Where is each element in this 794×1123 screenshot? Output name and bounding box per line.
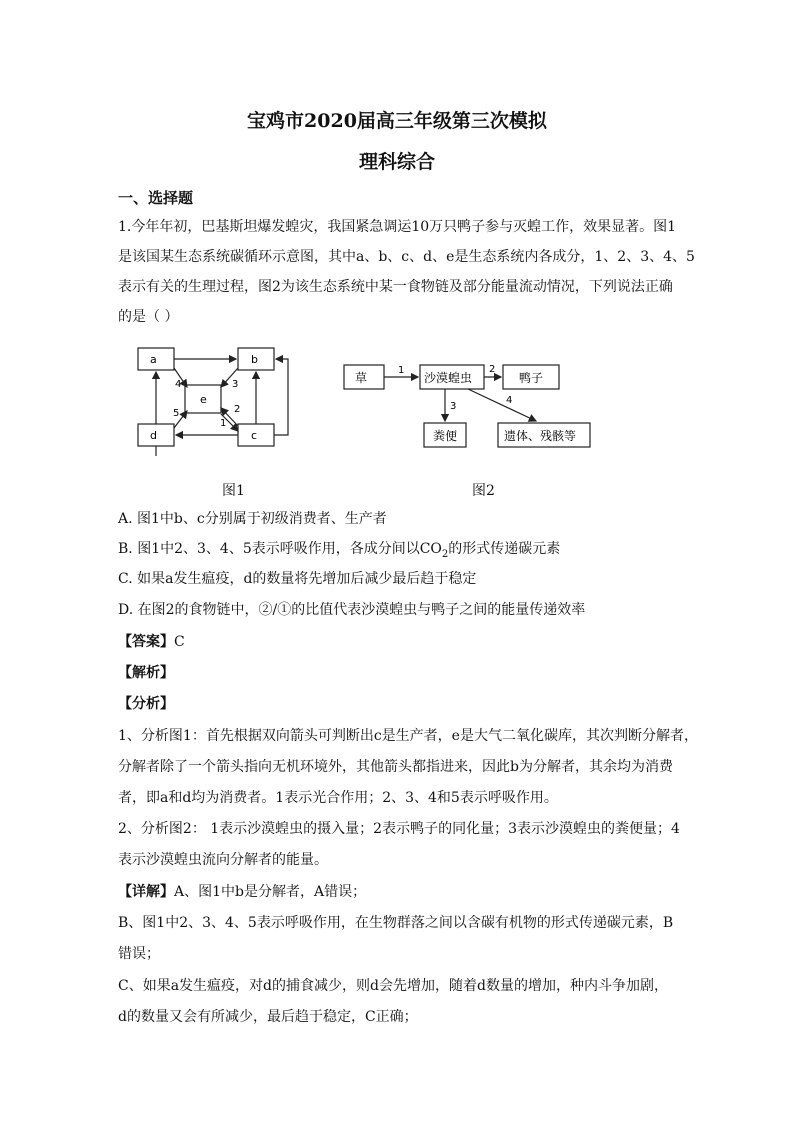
flow-3-label: 3 (450, 401, 457, 412)
analysis-label: 【解析】 (118, 665, 174, 681)
node-b-label: b (251, 353, 258, 366)
page-title: 宝鸡市2020届高三年级第三次模拟 (247, 110, 547, 132)
node-e-label: e (200, 393, 207, 406)
figure-1-diagram (130, 338, 300, 463)
detail-c-line: C、如果a发生瘟疫，对d的捕食减少，则d会先增加，随着d数量的增加，种内斗争加剧， (118, 978, 668, 994)
option-c: C. 如果a发生瘟疫，d的数量将先增加后减少最后趋于稳定 (118, 571, 477, 587)
flow-2-label: 2 (489, 364, 496, 375)
option-b-subscript: 2 (441, 548, 449, 560)
detail-c-line: d的数量又会有所减少，最后趋于稳定，C正确； (118, 1009, 418, 1025)
process-5-label: 5 (173, 408, 180, 419)
option-b-text: B. 图1中2、3、4、5表示呼吸作用，各成分间以CO (118, 541, 442, 557)
answer-line (118, 632, 185, 652)
analysis-line: 分解者除了一个箭头指向无机环境外，其他箭头都指进来，因此b为分解者，其余均为消费 (118, 759, 673, 775)
analysis-line: 者，即a和d均为消费者。1表示光合作用；2、3、4和5表示呼吸作用。 (118, 790, 558, 806)
node-locust-label: 沙漠蝗虫 (424, 371, 473, 385)
flow-4-label: 4 (506, 395, 513, 406)
node-feces-label: 粪便 (433, 429, 458, 443)
detail-b-line: B、图1中2、3、4、5表示呼吸作用，在生物群落之间以含碳有机物的形式传递碳元素，B (118, 915, 674, 931)
process-4-label: 4 (175, 379, 182, 390)
detail-a (118, 882, 366, 902)
flow-1-label: 1 (398, 365, 405, 376)
detail-b-line: 错误； (118, 946, 160, 962)
page-subtitle: 理科综合 (358, 151, 435, 173)
node-a-label: a (150, 353, 157, 366)
node-remains-label: 遗体、残骸等 (504, 429, 577, 443)
option-d: D. 在图2的食物链中，②/①的比值代表沙漠蝗虫与鸭子之间的能量传递效率 (118, 602, 586, 618)
analysis-line: 2、分析图2： 1表示沙漠蝗虫的摄入量；2表示鸭子的同化量；3表示沙漠蝗虫的粪便量；4 (118, 821, 680, 837)
question-line: 表示有关的生理过程，图2为该生态系统中某一食物链及部分能量流动情况，下列说法正确 (118, 279, 673, 295)
option-a: A. 图1中b、c分别属于初级消费者、生产者 (118, 511, 387, 527)
answer-label: 【答案】 (118, 634, 174, 650)
question-line: 1.今年年初，巴基斯坦爆发蝗灾，我国紧急调运10万只鸭子参与灭蝗工作，效果显著。图1 (118, 219, 677, 235)
node-grass-label: 草 (355, 371, 368, 385)
process-3-label: 3 (232, 379, 239, 390)
figure-2-diagram (338, 355, 598, 455)
process-2-label: 2 (234, 404, 241, 415)
node-duck-label: 鸭子 (519, 371, 544, 385)
detail-a-text: A、图1中b是分解者，A错误； (174, 884, 367, 900)
question-line: 是该国某生态系统碳循环示意图，其中a、b、c、d、e是生态系统内各成分，1、2、3、4、5 (118, 249, 695, 265)
detail-label: 【详解】 (118, 884, 174, 900)
analysis-line: 表示沙漠蝗虫流向分解者的能量。 (118, 852, 328, 868)
question-line: 的是（ ） (118, 309, 179, 325)
section-heading: 一、选择题 (118, 189, 194, 207)
process-1-label: 1 (220, 418, 227, 429)
option-b (118, 539, 560, 565)
figure-1-caption: 图1 (222, 483, 245, 499)
node-d-label: d (150, 429, 157, 442)
figure-2-caption: 图2 (472, 483, 495, 499)
analysis-line: 1、分析图1：首先根据双向箭头可判断出c是生产者，e是大气二氧化碳库，其次判断分解者， (118, 728, 698, 744)
fenxi-label: 【分析】 (118, 696, 174, 712)
option-b-text-end: 的形式传递碳元素 (448, 541, 561, 557)
answer-value: C (174, 634, 185, 650)
node-c-label: c (251, 429, 258, 442)
